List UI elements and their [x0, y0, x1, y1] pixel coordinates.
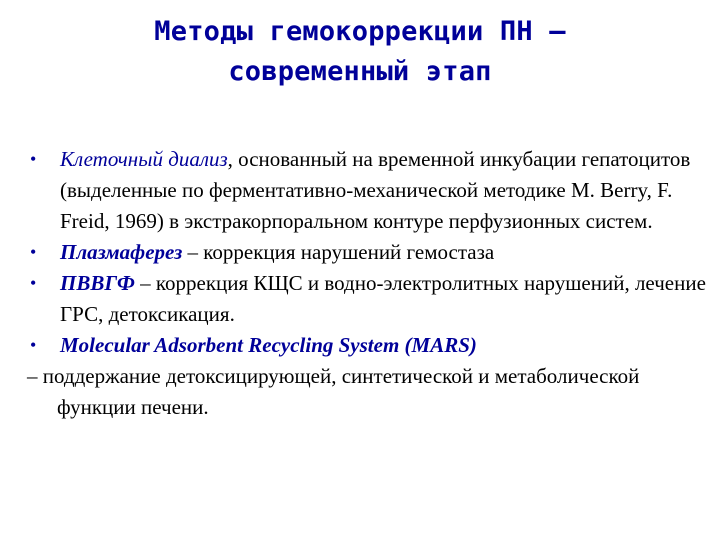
term-mars: Molecular Adsorbent Recycling System (MARS) — [60, 333, 477, 357]
bullet-icon: • — [30, 149, 37, 169]
bullet-item-mars — [30, 330, 710, 361]
title-line-1: Методы гемокоррекции ПН – — [154, 16, 566, 47]
bullet-item-plasmapheresis — [30, 237, 710, 268]
title-line-2: современный этап — [228, 56, 492, 87]
slide-body — [27, 144, 710, 423]
bullet-icon: • — [30, 335, 37, 355]
bullet-item-cell-dialysis — [30, 144, 710, 237]
item-text: , основанный на временной инкубации гепатоцитов (выделенные по ферментативно-механической методике M. Berry, F. Freid, 1969) в экстракорпоральном контуре перфузионных систем. — [60, 147, 691, 233]
term-plasmapheresis: Плазмаферез — [60, 240, 183, 264]
item-text: – коррекция нарушений гемостаза — [182, 240, 495, 264]
term-cell-dialysis: Клеточный диализ — [60, 147, 228, 171]
slide-title — [60, 12, 660, 92]
item-text: – коррекция КЩС и водно-электролитных нарушений, лечение ГРС, детоксикация. — [60, 271, 706, 326]
bullet-icon: • — [30, 242, 37, 262]
continuation-text: – поддержание детоксицирующей, синтетической и метаболической функции печени. — [27, 364, 640, 419]
bullet-item-pvvgf — [30, 268, 710, 330]
term-pvvgf: ПВВГФ — [60, 271, 135, 295]
bullet-icon: • — [30, 273, 37, 293]
